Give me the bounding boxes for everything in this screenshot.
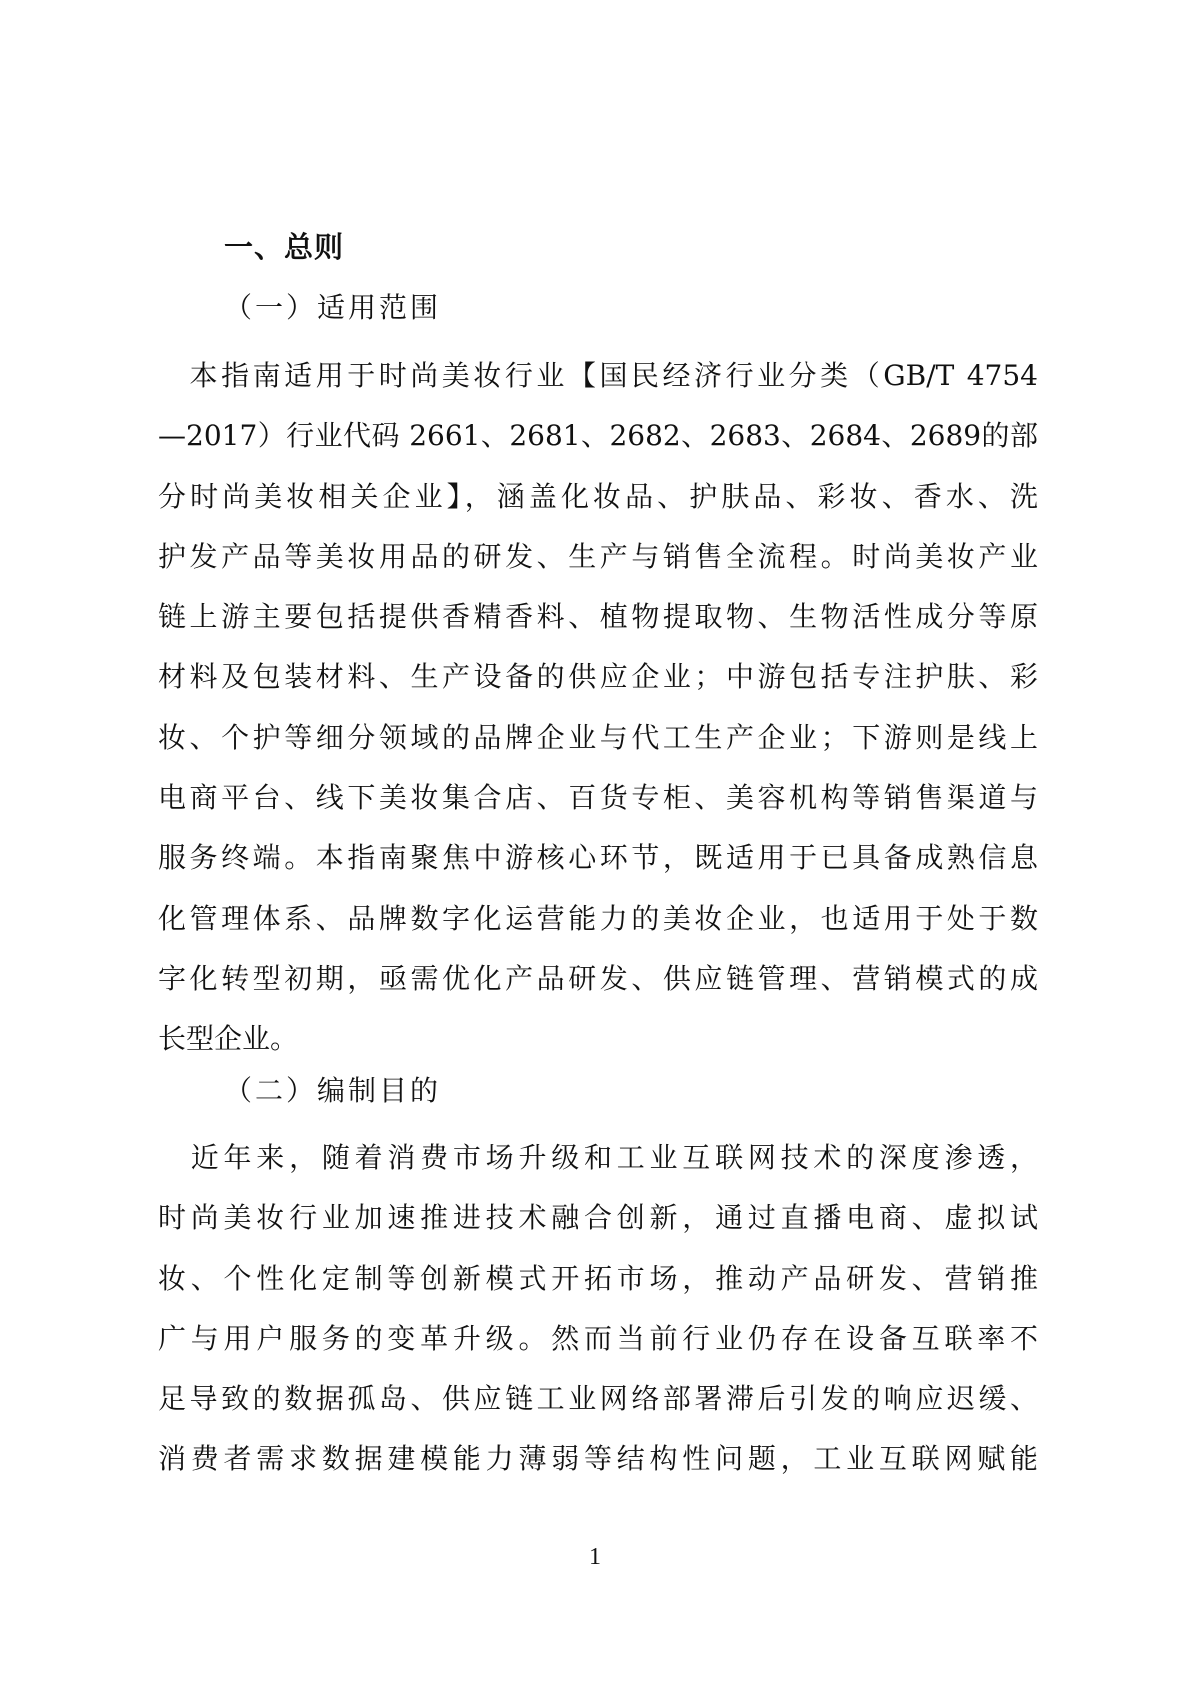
text-line: 链上游主要包括提供香精香料、植物提取物、生物活性成分等原 <box>158 600 1038 634</box>
paragraph-purpose <box>158 1128 1038 1490</box>
paragraph-scope <box>158 346 1038 1070</box>
text-line: 妆、个性化定制等创新模式开拓市场，推动产品研发、营销推 <box>158 1261 1038 1295</box>
text-line: 电商平台、线下美妆集合店、百货专柜、美容机构等销售渠道与 <box>158 781 1038 815</box>
text-line: 近年来，随着消费市场升级和工业互联网技术的深度渗透， <box>158 1141 1038 1174</box>
text-line: 分时尚美妆相关企业】，涵盖化妆品、护肤品、彩妆、香水、洗 <box>158 479 1038 513</box>
text-line: 足导致的数据孤岛、供应链工业网络部署滞后引发的响应迟缓、 <box>158 1382 1038 1416</box>
text-line: 本指南适用于时尚美妆行业【国民经济行业分类（GB/T 4754 <box>158 359 1038 392</box>
text-line: 广与用户服务的变革升级。然而当前行业仍存在设备互联率不 <box>158 1321 1038 1355</box>
section-heading: 一、总则 <box>224 230 345 264</box>
text-line: —2017）行业代码 2661、2681、2682、2683、2684、2689的部 <box>158 419 1038 453</box>
page-number: 1 <box>589 1544 601 1570</box>
text-line: 妆、个护等细分领域的品牌企业与代工生产企业；下游则是线上 <box>158 720 1038 754</box>
text-line: 服务终端。本指南聚焦中游核心环节，既适用于已具备成熟信息 <box>158 841 1038 875</box>
text-line: 时尚美妆行业加速推进技术融合创新，通过直播电商、虚拟试 <box>158 1201 1038 1235</box>
text-line: 消费者需求数据建模能力薄弱等结构性问题，工业互联网赋能 <box>158 1442 1038 1476</box>
text-line: 字化转型初期，亟需优化产品研发、供应链管理、营销模式的成 <box>158 961 1038 995</box>
subsection-heading-scope: （一）适用范围 <box>224 291 442 324</box>
text-line: 材料及包装材料、生产设备的供应企业；中游包括专注护肤、彩 <box>158 660 1038 694</box>
text-line: 长型企业。 <box>158 1022 299 1056</box>
text-line: 化管理体系、品牌数字化运营能力的美妆企业，也适用于处于数 <box>158 901 1038 935</box>
subsection-heading-purpose: （二）编制目的 <box>224 1074 442 1107</box>
text-line: 护发产品等美妆用品的研发、生产与销售全流程。时尚美妆产业 <box>158 539 1038 573</box>
